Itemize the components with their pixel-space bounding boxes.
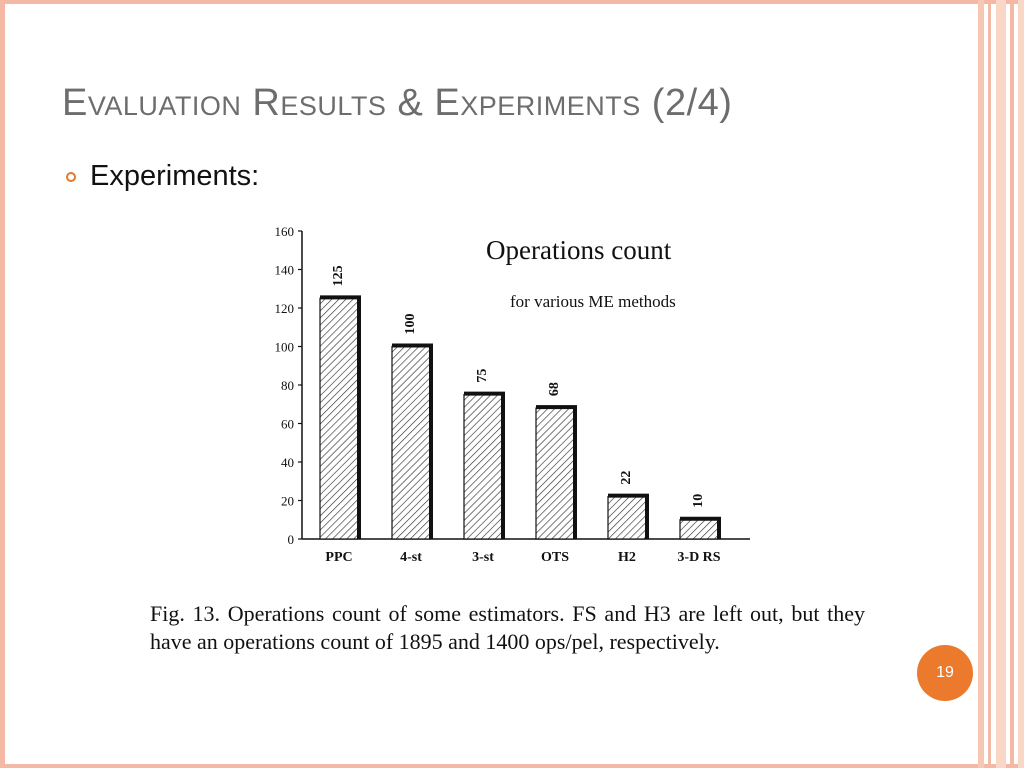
bar-top-cap <box>680 517 721 521</box>
data-label: 10 <box>691 493 707 508</box>
data-label: 68 <box>547 382 563 397</box>
bar <box>320 298 358 539</box>
y-tick-label: 20 <box>281 493 294 509</box>
chart-title: Operations count <box>486 235 672 265</box>
category-label: 3-st <box>472 550 494 565</box>
bar-shadow <box>501 394 505 539</box>
bar-shadow <box>645 496 649 539</box>
bar-top-cap <box>464 392 505 396</box>
bar <box>536 408 574 539</box>
y-tick-label: 120 <box>274 301 294 316</box>
category-label: PPC <box>325 550 353 565</box>
category-label: OTS <box>540 550 570 565</box>
frame-bottom-border <box>0 764 1024 768</box>
frame-right-stripe <box>996 0 1006 768</box>
frame-right-stripe <box>978 0 984 768</box>
frame-top-border <box>0 0 1024 4</box>
y-tick-label: 60 <box>281 416 294 432</box>
bar <box>392 347 430 540</box>
y-tick-label: 100 <box>274 339 294 355</box>
bar-top-cap <box>392 344 433 348</box>
bar <box>464 395 502 539</box>
y-tick-label: 160 <box>274 224 294 239</box>
chart-subtitle: for various ME methods <box>510 292 676 311</box>
page-number-badge: 19 <box>917 645 973 701</box>
y-tick-label: 0 <box>287 532 294 547</box>
frame-right-stripe <box>1010 0 1014 768</box>
bar-top-cap <box>608 494 649 498</box>
slide-title: Evaluation Results & Experiments (2/4) <box>62 82 733 124</box>
bullet-text: Experiments: <box>90 160 260 192</box>
y-tick-label: 80 <box>281 378 294 393</box>
category-label: 4-st <box>400 550 422 565</box>
bar-shadow <box>429 346 433 540</box>
category-label: 3-D RS <box>677 550 721 565</box>
bar-shadow <box>573 407 577 539</box>
data-label: 75 <box>475 368 491 383</box>
chart-bars <box>320 295 721 539</box>
operations-count-chart <box>260 215 750 575</box>
y-tick-label: 140 <box>274 262 294 278</box>
figure-caption: Fig. 13. Operations count of some estimators. FS and H3 are left out, but they have an operations count of 1895 and 1400 ops/pel, respectively. <box>150 601 865 654</box>
bullet-item <box>66 160 259 193</box>
bullet-ring-icon <box>66 172 76 182</box>
bar-top-cap <box>320 295 361 299</box>
frame-right-stripe <box>988 0 991 768</box>
bar <box>680 520 718 539</box>
frame-right-stripe <box>1018 0 1024 768</box>
frame-left-border <box>0 0 5 768</box>
bar <box>608 497 646 539</box>
bar-shadow <box>717 519 721 539</box>
category-label: H2 <box>618 550 636 565</box>
y-tick-label: 40 <box>281 455 294 470</box>
data-label: 100 <box>403 313 419 335</box>
data-label: 125 <box>331 265 347 287</box>
data-label: 22 <box>619 470 635 485</box>
bar-top-cap <box>536 405 577 409</box>
bar-shadow <box>357 297 361 539</box>
